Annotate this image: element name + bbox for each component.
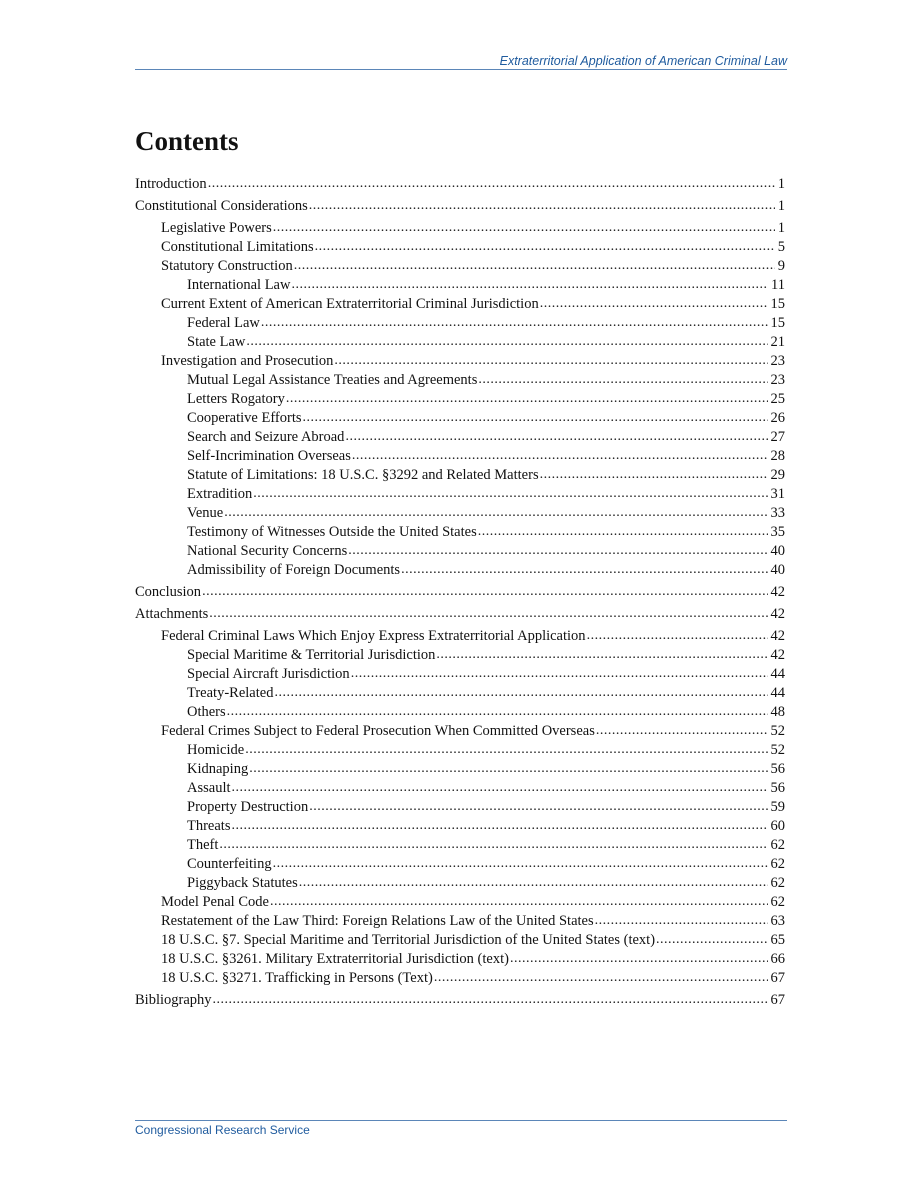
toc-entry[interactable] xyxy=(161,721,785,740)
toc-entry[interactable] xyxy=(135,196,785,215)
toc-entry[interactable] xyxy=(187,759,785,778)
toc-leader-dots xyxy=(299,874,768,892)
toc-entry-page: 44 xyxy=(770,685,785,701)
toc-entry-page: 1 xyxy=(777,176,785,192)
toc-entry[interactable] xyxy=(161,294,785,313)
toc-entry[interactable] xyxy=(187,816,785,835)
toc-leader-dots xyxy=(303,409,768,427)
toc-entry[interactable] xyxy=(161,218,785,237)
toc-leader-dots xyxy=(510,950,768,968)
toc-entry-page: 33 xyxy=(770,505,785,521)
toc-entry-label: National Security Concerns xyxy=(187,543,348,559)
toc-entry-page: 25 xyxy=(770,391,785,407)
toc-entry[interactable] xyxy=(187,702,785,721)
toc-leader-dots xyxy=(294,257,775,275)
toc-entry[interactable] xyxy=(187,873,785,892)
toc-entry-label: Treaty-Related xyxy=(187,685,274,701)
toc-leader-dots xyxy=(309,197,775,215)
toc-entry-page: 67 xyxy=(770,992,785,1008)
toc-entry-label: Restatement of the Law Third: Foreign Relations Law of the United States xyxy=(161,913,594,929)
toc-entry-page: 42 xyxy=(770,628,785,644)
toc-entry-label: 18 U.S.C. §3261. Military Extraterritorial Jurisdiction (text) xyxy=(161,951,509,967)
toc-entry-label: Conclusion xyxy=(135,584,202,600)
toc-entry[interactable] xyxy=(161,256,785,275)
toc-leader-dots xyxy=(246,333,767,351)
toc-leader-dots xyxy=(540,466,768,484)
toc-leader-dots xyxy=(540,295,768,313)
toc-entry[interactable] xyxy=(161,237,785,256)
toc-entry[interactable] xyxy=(187,541,785,560)
toc-entry-page: 60 xyxy=(770,818,785,834)
toc-entry-page: 26 xyxy=(770,410,785,426)
toc-entry-label: Bibliography xyxy=(135,992,212,1008)
toc-entry[interactable] xyxy=(187,797,785,816)
toc-leader-dots xyxy=(249,760,767,778)
toc-leader-dots xyxy=(232,779,768,797)
toc-entry[interactable] xyxy=(187,408,785,427)
toc-leader-dots xyxy=(656,931,767,949)
toc-leader-dots xyxy=(351,665,768,683)
toc-entry[interactable] xyxy=(187,465,785,484)
toc-entry-page: 23 xyxy=(770,372,785,388)
toc-leader-dots xyxy=(345,428,767,446)
toc-entry-label: Attachments xyxy=(135,606,209,622)
toc-leader-dots xyxy=(348,542,767,560)
toc-entry-label: Threats xyxy=(187,818,231,834)
toc-entry-page: 11 xyxy=(771,277,785,293)
toc-entry-label: Venue xyxy=(187,505,224,521)
toc-entry-label: Others xyxy=(187,704,226,720)
toc-entry-label: Kidnaping xyxy=(187,761,249,777)
toc-entry-label: State Law xyxy=(187,334,246,350)
toc-entry-page: 62 xyxy=(770,894,785,910)
toc-leader-dots xyxy=(273,855,768,873)
toc-entry-page: 59 xyxy=(770,799,785,815)
toc-leader-dots xyxy=(213,991,768,1009)
toc-leader-dots xyxy=(224,504,767,522)
toc-entry-page: 5 xyxy=(777,239,785,255)
toc-leader-dots xyxy=(401,561,767,579)
toc-entry[interactable] xyxy=(161,911,785,930)
toc-entry[interactable] xyxy=(187,740,785,759)
toc-entry-label: Self-Incrimination Overseas xyxy=(187,448,351,464)
toc-entry-page: 35 xyxy=(770,524,785,540)
toc-entry[interactable] xyxy=(187,854,785,873)
toc-entry-label: 18 U.S.C. §7. Special Maritime and Territorial Jurisdiction of the United States (text) xyxy=(161,932,656,948)
toc-entry-page: 65 xyxy=(770,932,785,948)
toc-entry-page: 1 xyxy=(777,220,785,236)
page-title: Contents xyxy=(135,126,239,156)
toc-entry-label: Federal Criminal Laws Which Enjoy Express Extraterritorial Application xyxy=(161,628,586,644)
toc-entry[interactable] xyxy=(161,968,785,987)
toc-entry-page: 40 xyxy=(770,543,785,559)
toc-entry-label: Homicide xyxy=(187,742,245,758)
toc-entry[interactable] xyxy=(187,522,785,541)
toc-entry-page: 48 xyxy=(770,704,785,720)
toc-entry[interactable] xyxy=(135,990,785,1009)
toc-entry-label: Introduction xyxy=(135,176,207,192)
toc-entry-page: 42 xyxy=(770,606,785,622)
toc-entry-label: Constitutional Considerations xyxy=(135,198,308,214)
toc-entry-page: 28 xyxy=(770,448,785,464)
toc-entry[interactable] xyxy=(187,275,785,294)
toc-leader-dots xyxy=(291,276,768,294)
toc-entry-label: Theft xyxy=(187,837,219,853)
toc-leader-dots xyxy=(434,969,768,987)
toc-entry-label: Statutory Construction xyxy=(161,258,293,274)
toc-entry-label: Piggyback Statutes xyxy=(187,875,298,891)
toc-entry-page: 63 xyxy=(770,913,785,929)
toc-entry-page: 15 xyxy=(770,315,785,331)
toc-entry-label: 18 U.S.C. §3271. Trafficking in Persons (Text) xyxy=(161,970,433,986)
toc-entry[interactable] xyxy=(187,560,785,579)
toc-entry[interactable] xyxy=(187,332,785,351)
toc-leader-dots xyxy=(274,684,767,702)
toc-entry[interactable] xyxy=(187,389,785,408)
toc-entry-page: 66 xyxy=(770,951,785,967)
toc-entry[interactable] xyxy=(187,484,785,503)
toc-entry[interactable] xyxy=(161,949,785,968)
toc-leader-dots xyxy=(436,646,767,664)
toc-leader-dots xyxy=(595,912,768,930)
toc-entry-label: Letters Rogatory xyxy=(187,391,285,407)
toc-entry-page: 21 xyxy=(770,334,785,350)
toc-entry-label: Investigation and Prosecution xyxy=(161,353,334,369)
toc-entry[interactable] xyxy=(161,351,785,370)
toc-entry-label: Special Maritime & Territorial Jurisdiction xyxy=(187,647,436,663)
toc-entry[interactable] xyxy=(187,503,785,522)
toc-entry-label: Mutual Legal Assistance Treaties and Agreements xyxy=(187,372,478,388)
toc-entry-page: 62 xyxy=(770,837,785,853)
toc-entry-page: 27 xyxy=(770,429,785,445)
running-footer: Congressional Research Service xyxy=(135,1123,310,1137)
toc-entry[interactable] xyxy=(161,892,785,911)
toc-entry-page: 1 xyxy=(777,198,785,214)
toc-entry-page: 42 xyxy=(770,584,785,600)
toc-entry-page: 62 xyxy=(770,875,785,891)
toc-leader-dots xyxy=(334,352,767,370)
toc-entry-page: 67 xyxy=(770,970,785,986)
toc-leader-dots xyxy=(478,371,767,389)
toc-entry-label: Legislative Powers xyxy=(161,220,272,236)
toc-leader-dots xyxy=(208,175,775,193)
toc-entry-label: Federal Crimes Subject to Federal Prosecution When Committed Overseas xyxy=(161,723,595,739)
toc-leader-dots xyxy=(227,703,768,721)
toc-entry[interactable] xyxy=(161,930,785,949)
toc-entry[interactable] xyxy=(135,582,785,601)
toc-leader-dots xyxy=(596,722,768,740)
toc-entry-page: 42 xyxy=(770,647,785,663)
toc-entry[interactable] xyxy=(135,604,785,623)
toc-entry[interactable] xyxy=(135,174,785,193)
toc-entry[interactable] xyxy=(187,778,785,797)
toc-entry-label: International Law xyxy=(187,277,291,293)
toc-leader-dots xyxy=(202,583,767,601)
toc-entry-label: Special Aircraft Jurisdiction xyxy=(187,666,350,682)
toc-entry-label: Counterfeiting xyxy=(187,856,272,872)
toc-leader-dots xyxy=(478,523,768,541)
toc-leader-dots xyxy=(309,798,767,816)
toc-entry-page: 62 xyxy=(770,856,785,872)
toc-entry[interactable] xyxy=(161,626,785,645)
toc-entry-page: 56 xyxy=(770,780,785,796)
toc-entry-page: 29 xyxy=(770,467,785,483)
footer-divider xyxy=(135,1120,787,1121)
toc-leader-dots xyxy=(352,447,768,465)
toc-entry[interactable] xyxy=(187,446,785,465)
toc-leader-dots xyxy=(253,485,767,503)
toc-entry-page: 31 xyxy=(770,486,785,502)
toc-entry-label: Cooperative Efforts xyxy=(187,410,302,426)
toc-entry-page: 56 xyxy=(770,761,785,777)
toc-leader-dots xyxy=(273,219,775,237)
toc-entry[interactable] xyxy=(187,664,785,683)
toc-entry-label: Federal Law xyxy=(187,315,260,331)
toc-leader-dots xyxy=(261,314,768,332)
toc-entry-label: Constitutional Limitations xyxy=(161,239,314,255)
toc-entry[interactable] xyxy=(187,645,785,664)
toc-entry-page: 9 xyxy=(777,258,785,274)
toc-entry-label: Testimony of Witnesses Outside the United States xyxy=(187,524,477,540)
toc-entry-label: Assault xyxy=(187,780,231,796)
toc-entry[interactable] xyxy=(187,427,785,446)
toc-entry-label: Statute of Limitations: 18 U.S.C. §3292 and Related Matters xyxy=(187,467,539,483)
toc-leader-dots xyxy=(587,627,768,645)
toc-entry-page: 52 xyxy=(770,742,785,758)
toc-leader-dots xyxy=(245,741,767,759)
toc-entry-label: Model Penal Code xyxy=(161,894,269,910)
toc-entry-page: 15 xyxy=(770,296,785,312)
toc-leader-dots xyxy=(270,893,768,911)
toc-leader-dots xyxy=(209,605,767,623)
toc-entry-page: 23 xyxy=(770,353,785,369)
toc-leader-dots xyxy=(315,238,775,256)
toc-entry[interactable] xyxy=(187,313,785,332)
toc-entry[interactable] xyxy=(187,835,785,854)
toc-entry-page: 40 xyxy=(770,562,785,578)
header-divider xyxy=(135,69,787,70)
toc-entry-label: Search and Seizure Abroad xyxy=(187,429,345,445)
toc-leader-dots xyxy=(286,390,768,408)
toc-entry[interactable] xyxy=(187,683,785,702)
toc-leader-dots xyxy=(231,817,767,835)
toc-entry-page: 44 xyxy=(770,666,785,682)
toc-entry-page: 52 xyxy=(770,723,785,739)
toc-entry-label: Extradition xyxy=(187,486,253,502)
toc-leader-dots xyxy=(219,836,767,854)
toc-entry[interactable] xyxy=(187,370,785,389)
toc-entry-label: Property Destruction xyxy=(187,799,309,815)
toc-entry-label: Admissibility of Foreign Documents xyxy=(187,562,401,578)
toc-entry-label: Current Extent of American Extraterritorial Criminal Jurisdiction xyxy=(161,296,539,312)
running-header: Extraterritorial Application of American Criminal Law xyxy=(499,54,787,68)
